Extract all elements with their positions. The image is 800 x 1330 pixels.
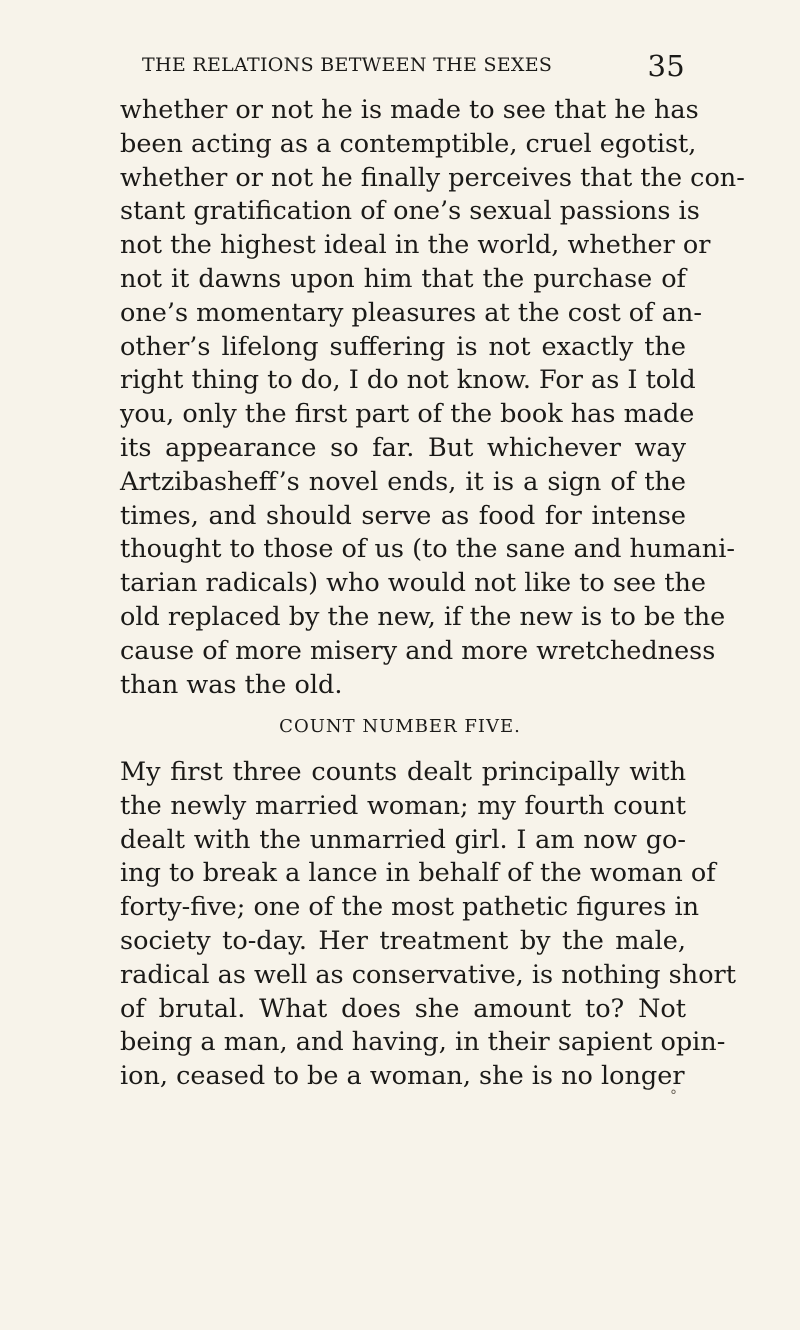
- text-line: the newly married woman; my fourth count: [120, 790, 686, 821]
- text-line: stant gratification of one’s sexual passions is: [120, 196, 700, 227]
- text-line: whether or not he finally perceives that the con-: [120, 162, 745, 193]
- text-line: old replaced by the new, if the new is to be the: [120, 601, 726, 632]
- text-line: other’s lifelong suffering is not exactly the: [120, 331, 686, 362]
- text-line: ing to break a lance in behalf of the woman of: [120, 858, 716, 889]
- text-line: of brutal. What does she amount to? Not: [120, 993, 686, 1024]
- text-line: radical as well as conservative, is nothing short: [120, 959, 736, 990]
- text-line: being a man, and having, in their sapient opin-: [120, 1027, 726, 1058]
- text-line: right thing to do, I do not know. For as I told: [120, 365, 696, 396]
- text-line: been acting as a contemptible, cruel egotist,: [120, 128, 697, 159]
- text-line: its appearance so far. But whichever way: [120, 432, 686, 463]
- paragraph-1: [120, 94, 745, 702]
- text-line: than was the old.: [120, 669, 343, 700]
- text-line: one’s momentary pleasures at the cost of an-: [120, 297, 702, 328]
- running-head: [120, 49, 685, 84]
- text-line: times, and should serve as food for intense: [120, 500, 686, 531]
- text-line: dealt with the unmarried girl. I am now go-: [120, 824, 686, 855]
- text-line: thought to those of us (to the sane and humani-: [120, 534, 735, 565]
- trailing-mark: °: [670, 1088, 677, 1104]
- paragraph-2: [120, 756, 736, 1094]
- section-heading: COUNT NUMBER FIVE.: [279, 716, 521, 737]
- text-line: tarian radicals) who would not like to see the: [120, 568, 707, 599]
- text-line: My first three counts dealt principally with: [120, 757, 686, 787]
- text-line: you, only the first part of the book has made: [120, 399, 695, 430]
- text-line: Artzibasheff’s novel ends, it is a sign of the: [120, 466, 686, 497]
- page-number: 35: [647, 49, 685, 83]
- text-line: not the highest ideal in the world, whether or: [120, 230, 711, 261]
- text-line: whether or not he is made to see that he has: [120, 95, 699, 125]
- text-line: society to-day. Her treatment by the male,: [120, 925, 686, 956]
- text-line: not it dawns upon him that the purchase of: [120, 263, 686, 294]
- text-line: forty-five; one of the most pathetic figures in: [120, 892, 700, 923]
- running-head-title: THE RELATIONS BETWEEN THE SEXES: [142, 54, 553, 76]
- text-line: ion, ceased to be a woman, she is no longer: [120, 1061, 685, 1092]
- text-line: cause of more misery and more wretchedness: [120, 635, 716, 666]
